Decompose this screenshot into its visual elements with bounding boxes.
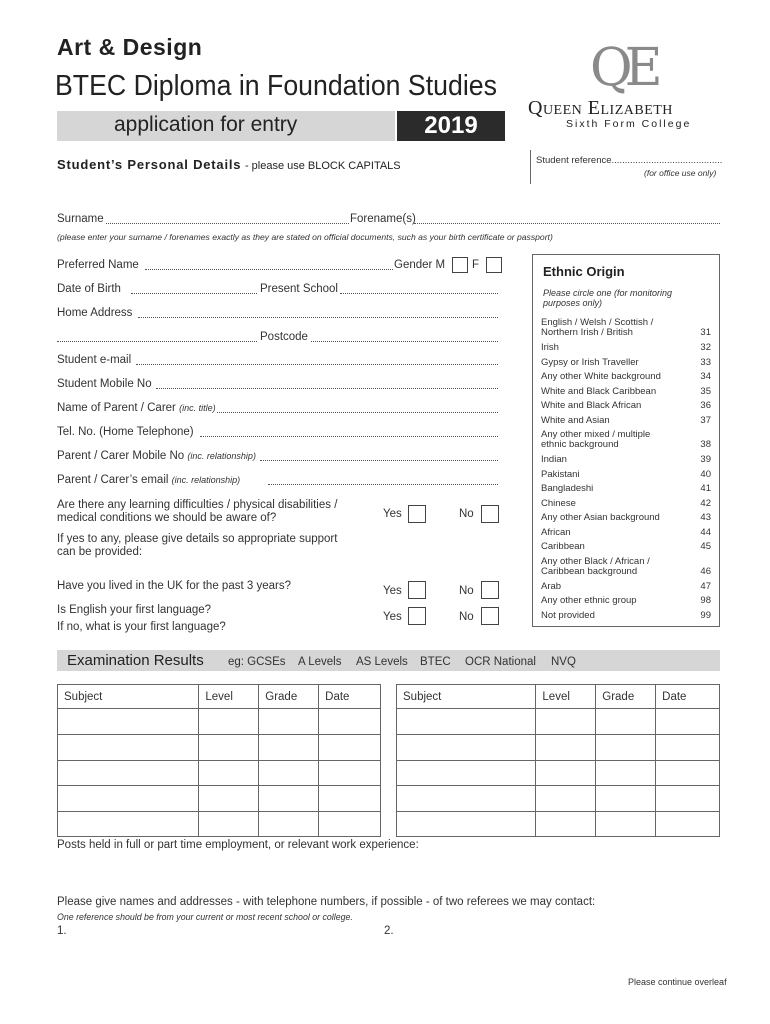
ethnic-origin-title: Ethnic Origin [543, 264, 625, 279]
difficulties-question-line2: medical conditions we should be aware of? [57, 512, 277, 524]
gender-f-checkbox[interactable] [486, 257, 502, 273]
ethnic-origin-box [532, 254, 720, 627]
ethnic-option-code: 43 [700, 512, 711, 523]
exam-cell[interactable] [656, 735, 720, 761]
exam-eg: eg: GCSEs [228, 656, 286, 668]
english-question: Is English your first language? [57, 604, 212, 616]
exam-cell[interactable] [259, 786, 319, 812]
ethnic-option[interactable] [541, 343, 711, 353]
ethnic-option-label: White and Black Caribbean [541, 385, 657, 397]
exam-cell[interactable] [536, 811, 596, 837]
continue-overleaf: Please continue overleaf [628, 977, 727, 987]
college-name: Queen Elizabeth [528, 97, 673, 119]
ethnic-option-label: White and Black African [541, 400, 642, 411]
dob-label: Date of Birth [57, 283, 121, 295]
student-mobile-field[interactable] [156, 388, 498, 389]
exam-header-row [58, 685, 381, 709]
exam-cell[interactable] [199, 709, 259, 735]
exam-results-table-right [396, 684, 720, 837]
exam-row [397, 735, 720, 761]
exam-row [397, 760, 720, 786]
ethnic-option-label: Indian [541, 454, 567, 465]
ethnic-option-label: Irish [541, 342, 559, 353]
ethnic-option[interactable] [541, 372, 711, 382]
exam-row [58, 811, 381, 837]
parent-email-label [57, 474, 240, 486]
exam-cell[interactable] [319, 735, 381, 761]
ethnic-option-label: Not provided [541, 609, 595, 621]
postcode-label: Postcode [260, 331, 308, 343]
exam-cell[interactable] [656, 786, 720, 812]
support-question-line1: If yes to any, please give details so appropriate support [57, 533, 338, 545]
heading-art-design: Art & Design [57, 34, 203, 60]
postcode-field[interactable] [311, 341, 498, 342]
ethnic-option-code: 38 [700, 439, 711, 450]
difficulties-no-checkbox[interactable] [481, 505, 499, 523]
exam-cell[interactable] [596, 811, 656, 837]
parent-email-note: (inc. relationship) [171, 475, 241, 485]
exam-type-a-levels: A Levels [298, 656, 342, 668]
exam-cell[interactable] [397, 760, 536, 786]
exam-column-header: Grade [596, 685, 656, 709]
ethnic-option-code: 32 [700, 342, 711, 353]
exam-row [397, 811, 720, 837]
ethnic-option-label: Any other Black / African / [541, 555, 650, 567]
ethnic-option[interactable] [541, 387, 711, 397]
parent-email-text: Parent / Carer’s email [57, 474, 169, 486]
difficulties-question-line1: Are there any learning difficulties / physical disabilities / [57, 499, 338, 511]
exam-cell[interactable] [656, 709, 720, 735]
ethnic-option-code: 99 [700, 609, 711, 621]
exam-column-header: Subject [397, 685, 536, 709]
uk-no-checkbox[interactable] [481, 581, 499, 599]
course-title: BTEC Diploma in Foundation Studies [55, 70, 497, 102]
ethnic-option[interactable] [541, 499, 711, 509]
home-address-field[interactable] [138, 317, 498, 318]
present-school-label: Present School [260, 283, 338, 295]
ethnic-option[interactable] [541, 528, 711, 538]
exam-cell[interactable] [656, 760, 720, 786]
parent-name-field[interactable] [217, 412, 498, 413]
ethnic-option-label: Chinese [541, 497, 576, 509]
exam-results-table-left [57, 684, 381, 837]
exam-cell[interactable] [58, 760, 199, 786]
uk-no-label: No [459, 585, 474, 597]
exam-type-btec: BTEC [420, 656, 451, 668]
parent-name-note: (inc. title) [179, 403, 216, 413]
gender-m-checkbox[interactable] [452, 257, 468, 273]
uk-yes-label: Yes [383, 585, 402, 597]
forename-field[interactable] [414, 223, 720, 224]
ethnic-option-label: White and Asian [541, 414, 610, 426]
exam-row [397, 709, 720, 735]
ethnic-option-label: Gypsy or Irish Traveller [541, 356, 639, 368]
parent-name-label [57, 402, 216, 414]
exam-column-header: Date [656, 685, 720, 709]
exam-cell[interactable] [397, 735, 536, 761]
uk-question: Have you lived in the UK for the past 3 years? [57, 580, 291, 592]
exam-row [58, 786, 381, 812]
ethnic-note-line1: Please circle one (for monitoring [543, 288, 673, 298]
referee-2-label: 2. [384, 925, 394, 937]
exam-cell[interactable] [259, 735, 319, 761]
exam-cell[interactable] [536, 786, 596, 812]
difficulties-no-label: No [459, 508, 474, 520]
ethnic-option-label: Any other White background [541, 371, 661, 382]
parent-mobile-field[interactable] [260, 460, 498, 461]
ethnic-option[interactable] [541, 455, 711, 465]
exam-cell[interactable] [259, 709, 319, 735]
preferred-name-label: Preferred Name [57, 259, 139, 271]
exam-column-header: Date [319, 685, 381, 709]
exam-cell[interactable] [656, 811, 720, 837]
ethnic-option-code: 39 [700, 454, 711, 465]
parent-email-field[interactable] [268, 484, 498, 485]
ethnic-option[interactable] [541, 358, 711, 368]
ethnic-option-label: Pakistani [541, 468, 580, 480]
exam-cell[interactable] [58, 786, 199, 812]
ethnic-option-code: 47 [700, 580, 711, 592]
exam-column-header: Grade [259, 685, 319, 709]
ethnic-option[interactable] [541, 542, 711, 552]
employment-label: Posts held in full or part time employment, or relevant work experience: [57, 839, 419, 851]
ethnic-option[interactable] [541, 416, 711, 426]
ethnic-option-label-line2: ethnic background [541, 439, 619, 450]
ethnic-option[interactable] [541, 582, 711, 592]
personal-details-heading: Student’s Personal Details [57, 157, 242, 172]
exam-cell[interactable] [319, 811, 381, 837]
ethnic-option-label: Arab [541, 580, 562, 592]
ethnic-option-code: 36 [700, 400, 711, 411]
ethnic-option-label-line2: Northern Irish / British [541, 327, 633, 338]
exam-row [397, 786, 720, 812]
exam-cell[interactable] [259, 811, 319, 837]
ethnic-option-code: 44 [700, 526, 711, 538]
exam-cell[interactable] [259, 760, 319, 786]
ethnic-option-code: 42 [700, 497, 711, 509]
exam-row [58, 760, 381, 786]
home-address-field-2[interactable] [57, 341, 257, 342]
ethnic-option-code: 40 [700, 468, 711, 480]
forename-label: Forename(s) [350, 213, 416, 225]
ethnic-option-code: 98 [700, 595, 711, 606]
ethnic-option[interactable] [541, 401, 711, 411]
exam-cell[interactable] [596, 709, 656, 735]
exam-cell[interactable] [199, 811, 259, 837]
present-school-field[interactable] [340, 293, 498, 294]
support-question-line2: can be provided: [57, 546, 143, 558]
exam-row [58, 709, 381, 735]
application-label: application for entry [114, 113, 298, 136]
ethnic-note-line2: purposes only) [543, 298, 603, 308]
ethnic-option[interactable] [541, 557, 711, 577]
exam-cell[interactable] [596, 786, 656, 812]
year-label: 2019 [424, 112, 478, 139]
english-yes-checkbox[interactable] [408, 607, 426, 625]
exam-cell[interactable] [596, 735, 656, 761]
exam-cell[interactable] [199, 786, 259, 812]
ethnic-option-label: Bangladeshi [541, 483, 594, 494]
student-reference-label: Student reference.......................................... [536, 155, 723, 166]
name-note: (please enter your surname / forenames exactly as they are stated on official documents, such as your birth certificate or passport) [57, 232, 553, 242]
exam-cell[interactable] [596, 760, 656, 786]
ethnic-option-code: 41 [700, 483, 711, 494]
student-email-label: Student e-mail [57, 354, 132, 366]
exam-header-row [397, 685, 720, 709]
gender-m-label: Gender M [394, 259, 446, 271]
english-no-checkbox[interactable] [481, 607, 499, 625]
personal-details-title [57, 157, 401, 172]
ethnic-option[interactable] [541, 513, 711, 523]
home-address-label: Home Address [57, 307, 133, 319]
ethnic-option[interactable] [541, 430, 711, 450]
ethnic-option-code: 45 [700, 541, 711, 552]
uk-yes-checkbox[interactable] [408, 581, 426, 599]
ethnic-option[interactable] [541, 484, 711, 494]
ethnic-option-label-line2: Caribbean background [541, 565, 638, 577]
college-logo-monogram: QE [590, 38, 655, 98]
english-yes-label: Yes [383, 611, 402, 623]
ethnic-option-label: English / Welsh / Scottish / [541, 317, 654, 328]
ethnic-option[interactable] [541, 318, 711, 338]
exam-cell[interactable] [536, 709, 596, 735]
ethnic-option-code: 31 [700, 327, 711, 338]
exam-row [58, 735, 381, 761]
referee-1-label: 1. [57, 925, 67, 937]
surname-label: Surname [57, 213, 104, 225]
referees-label: Please give names and addresses - with telephone numbers, if possible - of two referees we may contact: [57, 896, 596, 908]
ethnic-option-label: Any other Asian background [541, 512, 660, 523]
exam-cell[interactable] [58, 735, 199, 761]
first-language-question: If no, what is your first language? [57, 621, 226, 633]
parent-name-text: Name of Parent / Carer [57, 402, 176, 414]
exam-cell[interactable] [58, 709, 199, 735]
gender-f-label: F [472, 259, 480, 271]
parent-mobile-label [57, 450, 256, 462]
exam-column-header: Subject [58, 685, 199, 709]
dob-field[interactable] [131, 293, 257, 294]
ethnic-option-code: 35 [700, 385, 711, 397]
exam-cell[interactable] [319, 786, 381, 812]
home-tel-field[interactable] [200, 436, 498, 437]
referees-note: One reference should be from your current or most recent school or college. [57, 912, 353, 922]
ethnic-option[interactable] [541, 596, 711, 606]
ethnic-option-label: Any other ethnic group [541, 595, 637, 606]
student-email-field[interactable] [136, 364, 498, 365]
exam-type-nvq: NVQ [551, 656, 576, 668]
student-mobile-label: Student Mobile No [57, 378, 152, 390]
exam-cell[interactable] [199, 735, 259, 761]
exam-type-ocr: OCR National [465, 656, 536, 668]
exam-cell[interactable] [397, 709, 536, 735]
parent-mobile-text: Parent / Carer Mobile No [57, 450, 185, 462]
exam-column-header: Level [536, 685, 596, 709]
exam-cell[interactable] [397, 786, 536, 812]
exam-cell[interactable] [319, 709, 381, 735]
ethnic-option[interactable] [541, 470, 711, 480]
exam-type-as-levels: AS Levels [356, 656, 408, 668]
parent-mobile-note: (inc. relationship) [187, 451, 256, 461]
home-tel-label: Tel. No. (Home Telephone) [57, 426, 194, 438]
surname-field[interactable] [106, 223, 349, 224]
ethnic-option-code: 46 [700, 565, 711, 577]
exam-column-header: Level [199, 685, 259, 709]
exam-results-title: Examination Results [67, 652, 204, 669]
exam-cell[interactable] [319, 760, 381, 786]
difficulties-yes-checkbox[interactable] [408, 505, 426, 523]
exam-cell[interactable] [536, 735, 596, 761]
ethnic-option-code: 37 [700, 414, 711, 426]
ethnic-option-code: 33 [700, 356, 711, 368]
ethnic-option[interactable] [541, 611, 711, 621]
difficulties-yes-label: Yes [383, 508, 402, 520]
ethnic-option-code: 34 [700, 371, 711, 382]
ethnic-option-label: African [541, 526, 571, 538]
ethnic-option-label: Caribbean [541, 541, 585, 552]
preferred-name-field[interactable] [145, 269, 393, 270]
ethnic-option-label: Any other mixed / multiple [541, 429, 651, 440]
office-use-note: (for office use only) [644, 168, 717, 178]
exam-cell[interactable] [536, 760, 596, 786]
exam-cell[interactable] [397, 811, 536, 837]
english-no-label: No [459, 611, 474, 623]
college-subtitle: Sixth Form College [566, 118, 692, 130]
block-capitals-note: - please use BLOCK CAPITALS [244, 160, 401, 172]
exam-cell[interactable] [58, 811, 199, 837]
exam-cell[interactable] [199, 760, 259, 786]
